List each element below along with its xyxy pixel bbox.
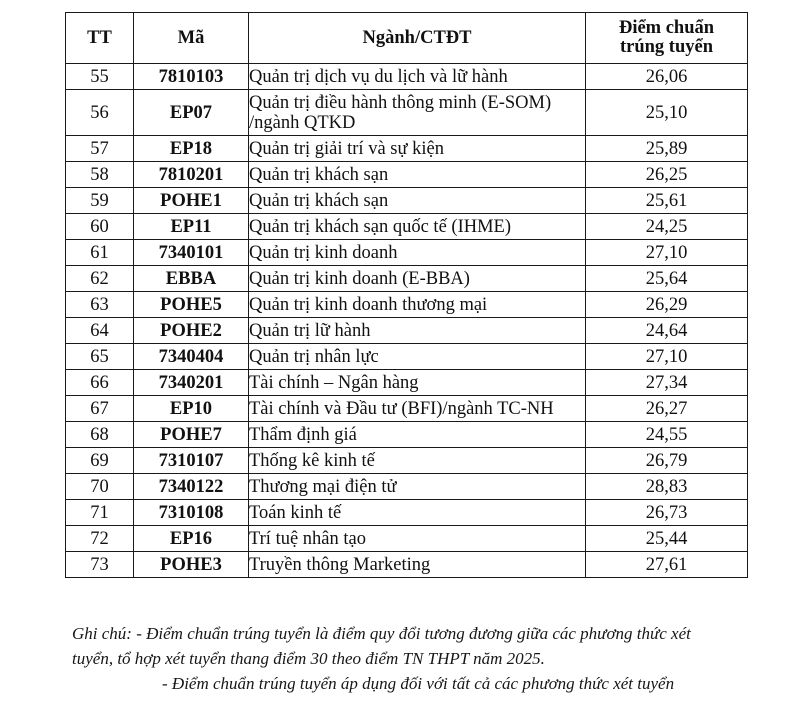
- table-row: [66, 526, 748, 552]
- table-row: [66, 240, 748, 266]
- admission-score: 25,10: [586, 90, 748, 136]
- admission-score: 24,64: [586, 318, 748, 344]
- header-code: Mã: [134, 13, 249, 64]
- program-code: POHE3: [134, 552, 249, 578]
- program-code: EP07: [134, 90, 249, 136]
- row-number: 59: [66, 188, 134, 214]
- admission-score: 24,25: [586, 214, 748, 240]
- program-name-line: Thẩm định giá: [249, 424, 357, 445]
- program-name-line: /ngành QTKD: [249, 112, 356, 133]
- program-name-line: Thống kê kinh tế: [249, 450, 375, 471]
- row-number: 73: [66, 552, 134, 578]
- program-name-line: Tài chính và Đầu tư (BFI)/ngành TC-NH: [249, 398, 554, 419]
- program-code: 7340404: [134, 344, 249, 370]
- program-code: POHE2: [134, 318, 249, 344]
- program-code: EP10: [134, 396, 249, 422]
- row-number: 70: [66, 474, 134, 500]
- program-name-line: Quản trị điều hành thông minh (E-SOM): [249, 92, 552, 113]
- program-name: [249, 266, 586, 292]
- program-name: [249, 318, 586, 344]
- program-name-line: Thương mại điện tử: [249, 476, 397, 497]
- program-name: [249, 188, 586, 214]
- notes: [72, 621, 772, 696]
- program-code: 7310107: [134, 448, 249, 474]
- program-name: [249, 448, 586, 474]
- program-name-line: Quản trị dịch vụ du lịch và lữ hành: [249, 66, 508, 87]
- admission-score: 25,44: [586, 526, 748, 552]
- row-number: 55: [66, 64, 134, 90]
- program-name-line: Trí tuệ nhân tạo: [249, 528, 366, 549]
- program-name-line: Quản trị kinh doanh (E-BBA): [249, 268, 470, 289]
- program-name-line: Quản trị kinh doanh thương mại: [249, 294, 488, 315]
- admission-score: 25,61: [586, 188, 748, 214]
- row-number: 66: [66, 370, 134, 396]
- header-score-line2: trúng tuyển: [619, 37, 714, 57]
- program-name: [249, 344, 586, 370]
- program-name: [249, 474, 586, 500]
- row-number: 63: [66, 292, 134, 318]
- table-row: [66, 162, 748, 188]
- admission-score: 27,10: [586, 344, 748, 370]
- header-score: [586, 13, 748, 64]
- note-line-2: tuyển, tổ hợp xét tuyển thang điểm 30 theo điểm TN THPT năm 2025.: [72, 649, 545, 668]
- program-code: EP11: [134, 214, 249, 240]
- table-row: [66, 370, 748, 396]
- program-name-line: Quản trị lữ hành: [249, 320, 371, 341]
- table-row: [66, 64, 748, 90]
- row-number: 56: [66, 90, 134, 136]
- row-number: 72: [66, 526, 134, 552]
- table-row: [66, 344, 748, 370]
- program-code: EP18: [134, 136, 249, 162]
- row-number: 60: [66, 214, 134, 240]
- admission-score: 26,73: [586, 500, 748, 526]
- table-row: [66, 448, 748, 474]
- program-code: 7310108: [134, 500, 249, 526]
- admission-score: 25,89: [586, 136, 748, 162]
- admission-scores-table: [65, 12, 748, 578]
- table-row: [66, 552, 748, 578]
- table-row: [66, 292, 748, 318]
- row-number: 64: [66, 318, 134, 344]
- program-name: [249, 396, 586, 422]
- program-code: POHE1: [134, 188, 249, 214]
- program-name: [249, 214, 586, 240]
- program-name: [249, 136, 586, 162]
- table-header: [66, 13, 748, 64]
- row-number: 57: [66, 136, 134, 162]
- program-name: [249, 422, 586, 448]
- program-name-line: Toán kinh tế: [249, 502, 342, 523]
- program-name-line: Tài chính – Ngân hàng: [249, 372, 419, 393]
- row-number: 61: [66, 240, 134, 266]
- admission-score: 27,61: [586, 552, 748, 578]
- program-code: POHE7: [134, 422, 249, 448]
- header-program: Ngành/CTĐT: [249, 13, 586, 64]
- row-number: 71: [66, 500, 134, 526]
- program-name: [249, 64, 586, 90]
- header-tt: TT: [66, 13, 134, 64]
- program-name-line: Quản trị kinh doanh: [249, 242, 398, 263]
- program-code: 7340201: [134, 370, 249, 396]
- row-number: 69: [66, 448, 134, 474]
- program-name: [249, 240, 586, 266]
- program-name: [249, 552, 586, 578]
- admission-score: 28,83: [586, 474, 748, 500]
- program-code: 7810201: [134, 162, 249, 188]
- row-number: 62: [66, 266, 134, 292]
- table-row: [66, 136, 748, 162]
- program-name-line: Quản trị nhân lực: [249, 346, 379, 367]
- program-name-line: Quản trị giải trí và sự kiện: [249, 138, 444, 159]
- admission-score: 27,34: [586, 370, 748, 396]
- admission-score: 24,55: [586, 422, 748, 448]
- row-number: 68: [66, 422, 134, 448]
- admission-score: 26,79: [586, 448, 748, 474]
- program-code: 7340101: [134, 240, 249, 266]
- program-name-line: Quản trị khách sạn: [249, 164, 389, 185]
- table-body: [66, 64, 748, 578]
- admission-score: 25,64: [586, 266, 748, 292]
- program-name: [249, 90, 586, 136]
- row-number: 67: [66, 396, 134, 422]
- admission-score: 27,10: [586, 240, 748, 266]
- note-line-1: Ghi chú: - Điểm chuẩn trúng tuyển là điểm quy đổi tương đương giữa các phương thức xét: [72, 624, 691, 643]
- program-name-line: Truyền thông Marketing: [249, 554, 431, 575]
- program-name: [249, 370, 586, 396]
- table-row: [66, 422, 748, 448]
- program-name: [249, 500, 586, 526]
- header-row: [66, 13, 748, 64]
- table-row: [66, 474, 748, 500]
- admission-score: 26,25: [586, 162, 748, 188]
- table-row: [66, 266, 748, 292]
- program-code: EP16: [134, 526, 249, 552]
- program-name: [249, 292, 586, 318]
- program-name-line: Quản trị khách sạn quốc tế (IHME): [249, 216, 511, 237]
- note-line-3: - Điểm chuẩn trúng tuyển áp dụng đối với tất cả các phương thức xét tuyển: [162, 674, 675, 693]
- table-row: [66, 90, 748, 136]
- table-row: [66, 188, 748, 214]
- row-number: 58: [66, 162, 134, 188]
- program-code: 7810103: [134, 64, 249, 90]
- admission-score: 26,29: [586, 292, 748, 318]
- program-name-line: Quản trị khách sạn: [249, 190, 389, 211]
- admission-score: 26,27: [586, 396, 748, 422]
- table-row: [66, 396, 748, 422]
- table-row: [66, 318, 748, 344]
- program-name: [249, 162, 586, 188]
- program-name: [249, 526, 586, 552]
- row-number: 65: [66, 344, 134, 370]
- admission-score: 26,06: [586, 64, 748, 90]
- header-score-line1: Điểm chuẩn: [618, 18, 715, 38]
- program-code: POHE5: [134, 292, 249, 318]
- program-code: 7340122: [134, 474, 249, 500]
- program-code: EBBA: [134, 266, 249, 292]
- table-row: [66, 214, 748, 240]
- table-row: [66, 500, 748, 526]
